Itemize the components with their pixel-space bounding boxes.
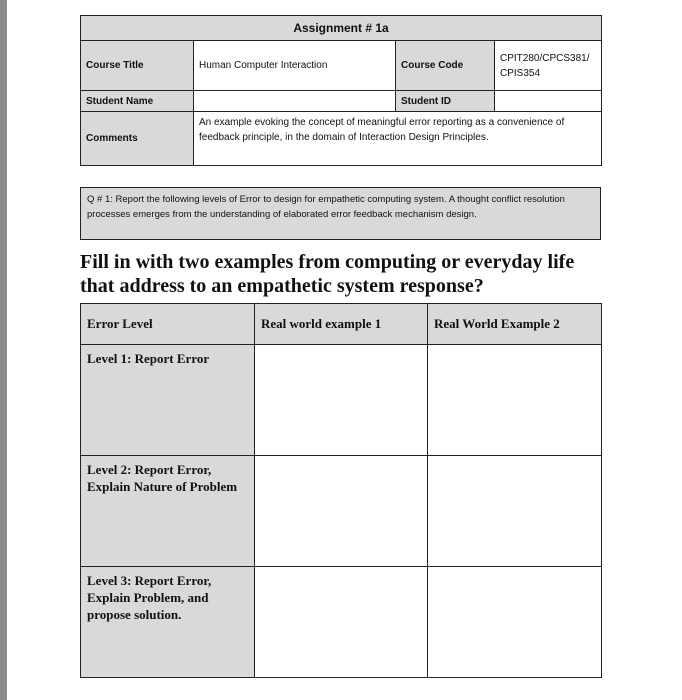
comments-label: Comments <box>81 112 194 166</box>
student-id-label: Student ID <box>396 91 495 112</box>
error-level-3: Level 3: Report Error, Explain Problem, and propose solution. <box>81 567 255 678</box>
error-level-2: Level 2: Report Error, Explain Nature of Problem <box>81 456 255 567</box>
column-header-error-level: Error Level <box>81 304 255 345</box>
example-1-cell[interactable] <box>255 345 428 456</box>
student-name-field[interactable] <box>194 91 396 112</box>
question-box: Q # 1: Report the following levels of Error to design for empathetic computing system. A thought conflict resolution processes emerges from the understanding of elaborated error feedback mechanism design. <box>80 187 601 240</box>
example-2-cell[interactable] <box>428 456 602 567</box>
table-row <box>81 456 602 567</box>
column-header-example-1: Real world example 1 <box>255 304 428 345</box>
table-row <box>81 567 602 678</box>
course-title-value: Human Computer Interaction <box>194 41 396 91</box>
assignment-header-table <box>80 15 602 166</box>
error-level-table <box>80 303 602 678</box>
page-edge <box>0 0 7 700</box>
example-1-cell[interactable] <box>255 567 428 678</box>
course-title-label: Course Title <box>81 41 194 91</box>
table-row <box>81 345 602 456</box>
error-level-1: Level 1: Report Error <box>81 345 255 456</box>
example-2-cell[interactable] <box>428 345 602 456</box>
comments-value: An example evoking the concept of meaningful error reporting as a convenience of feedback principle, in the domain of Interaction Design Principles. <box>194 112 602 166</box>
course-code-label: Course Code <box>396 41 495 91</box>
column-header-example-2: Real World Example 2 <box>428 304 602 345</box>
student-name-label: Student Name <box>81 91 194 112</box>
instruction-heading: Fill in with two examples from computing or everyday life that address to an empathetic system response? <box>80 251 575 297</box>
course-code-value: CPIT280/CPCS381/ CPIS354 <box>495 41 602 91</box>
assignment-title: Assignment # 1a <box>81 16 602 41</box>
student-id-field[interactable] <box>495 91 602 112</box>
example-2-cell[interactable] <box>428 567 602 678</box>
example-1-cell[interactable] <box>255 456 428 567</box>
